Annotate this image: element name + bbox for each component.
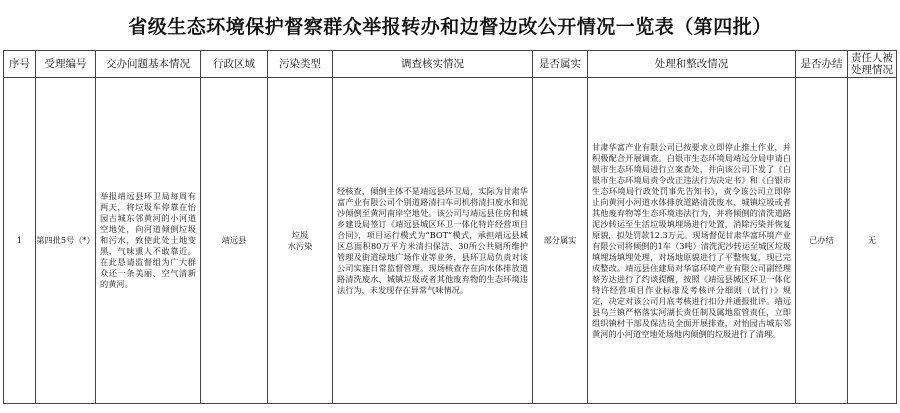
cell-region: 靖远县 bbox=[201, 78, 268, 404]
cell-issue: 举报靖远县环卫局每周有两天，将垃圾车停靠在怡园古城东邻黄河的小河道空地处，向河道倾倒垃圾和污水，致使此处土地变黑，气味熏人不敢靠近。在此恳请监督组为广大群众还一条美丽、空气清新的黄河。 bbox=[96, 78, 201, 404]
header-region: 行政区域 bbox=[201, 51, 268, 78]
table-row bbox=[4, 78, 897, 404]
cell-seq: 1 bbox=[4, 78, 36, 404]
cell-closed: 已办结 bbox=[796, 78, 848, 404]
header-handling: 处理和整改情况 bbox=[588, 51, 796, 78]
cell-investigation: 经核查，倾倒主体不是靖远县环卫局，实际为甘肃华富产业有限公司个别道路清扫车司机将清扫废水和泥沙倾倒至黄河南岸空地处。该公司与靖远县住房和城乡建设局签订《靖远县城区环卫一体化特许经营项目合同》，项目运行模式为“BOT”模式，承担靖远县城区总面积80万平方米清扫保洁、30所公共厕所维护管理及街道绿地广场作业等业务，县环卫局负责对该公司实施日常监督管理。现场核查存在向水体排放道路清洗废水、城镇垃圾或者其他废弃物的生态环境违法行为，未发现存在异常气味情况。 bbox=[333, 78, 533, 404]
header-investigation: 调查核实情况 bbox=[333, 51, 533, 78]
header-verified: 是否属实 bbox=[533, 51, 588, 78]
cell-accountability: 无 bbox=[848, 78, 897, 404]
header-closed: 是否办结 bbox=[796, 51, 848, 78]
table-header-row bbox=[4, 51, 897, 78]
cell-verified: 部分属实 bbox=[533, 78, 588, 404]
header-seq: 序号 bbox=[4, 51, 36, 78]
cell-pollution-type: 垃圾 水污染 bbox=[268, 78, 333, 404]
page-title: 省级生态环境保护督察群众举报转办和边督边改公开情况一览表（第四批） bbox=[128, 15, 772, 38]
header-case-no: 受理编号 bbox=[36, 51, 96, 78]
report-table bbox=[3, 50, 897, 404]
header-pollution-type: 污染类型 bbox=[268, 51, 333, 78]
header-issue: 交办问题基本情况 bbox=[96, 51, 201, 78]
header-accountability: 责任人被处理情况 bbox=[848, 51, 897, 78]
cell-handling: 甘肃华富产业有限公司已按要求立即停止推土作业，并积极配合开展调查。白银市生态环境局靖远分局申请白银市生态环境局进行立案查处，并向该公司下发了《白银市生态环境局责令改正违法行为决定书》和《白银市生态环境局行政处罚事先告知书》，责令该公司立即停止向黄河小河道水体排放道路清洗废水、城镇垃圾或者其他废弃物等生态环境违法行为，并将倾倒的清洗道路泥沙转运至生活垃圾填埋场进行处置，消除污染并恢复原貌，拟处罚款12.3万元。现场督促甘肃华富环境产业有限公司将倾倒的1车（3吨）清洗泥沙转运至城区垃圾填埋场填埋处理，对场地原貌进行了平整恢复，现已完成整改。靖远县住建局对华富环境产业有限公司副经理蔡芳达进行了约谈提醒，按照《靖远县城区环卫一体化特许经营项目作业标准及考核评分细则（试行）》规定，决定对该公司月底考核进行扣分并通报批评。靖远县乌兰镇严格落实河湖长责任制及属地监管责任，立即组织镇村干部及保洁员全面开展排查，对怡园古城东邻黄河的小河道空地处场地内倾倒的垃圾进行了清理。 bbox=[588, 78, 796, 404]
cell-case-no: 第四批5号（*） bbox=[36, 78, 96, 404]
